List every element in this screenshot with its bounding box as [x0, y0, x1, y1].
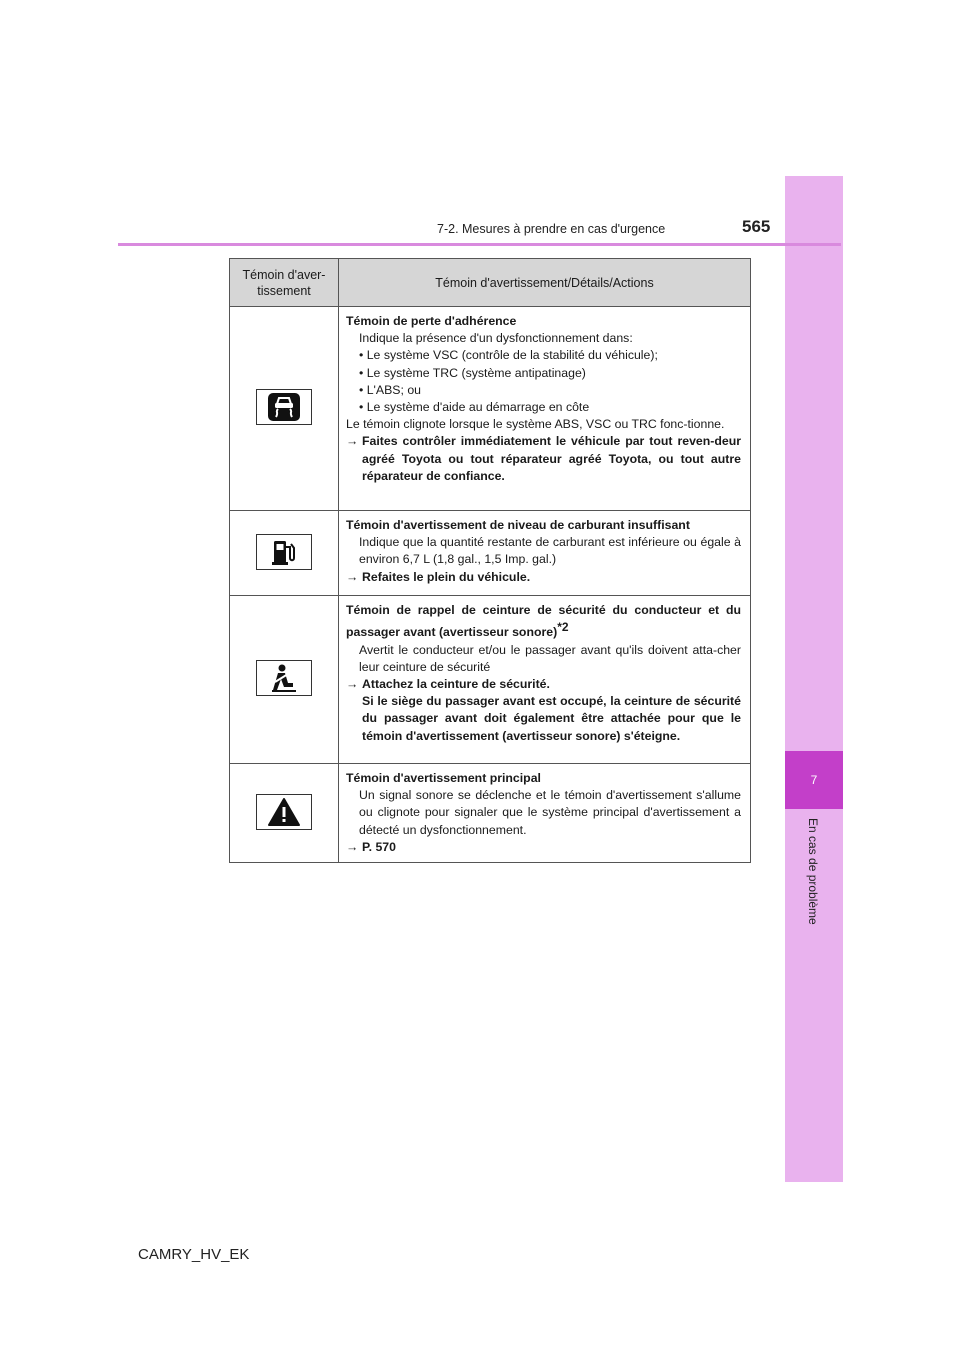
arrow-icon: →	[346, 569, 359, 584]
row-description: Indique que la quantité restante de carburant est inférieure ou égale à environ 6,7 L (1,8 gal., 1,5 Imp. gal.)	[359, 535, 741, 567]
table-row	[230, 307, 751, 511]
row-title: Témoin d'avertissement de niveau de carburant insuffisant	[346, 518, 690, 532]
footnote-marker: *2	[557, 620, 569, 635]
column-header-light: Témoin d'aver-tissement	[230, 259, 339, 307]
row-action: Attachez la ceinture de sécurité.	[362, 676, 550, 691]
column-header-details: Témoin d'avertissement/Détails/Actions	[339, 259, 751, 307]
table-row	[230, 764, 751, 863]
page-number: 565	[742, 217, 771, 236]
row-action: Refaites le plein du véhicule.	[362, 569, 531, 584]
list-item: • L'ABS; ou	[359, 382, 422, 397]
chapter-side-tab	[785, 176, 843, 1182]
row-description: Un signal sonore se déclenche et le témoin d'avertissement s'allume ou clignote pour signaler que le système principal d'avertissement a détecté un dysfonctionnement.	[359, 788, 741, 837]
header-divider	[118, 243, 841, 246]
row-title: Témoin de perte d'adhérence	[346, 314, 517, 328]
list-item: • Le système d'aide au démarrage en côte	[359, 400, 590, 415]
chapter-number: 7	[785, 751, 843, 809]
table-header-row	[230, 259, 751, 307]
chapter-label: En cas de problème	[806, 818, 820, 925]
row-description: Indique la présence d'un dysfonctionnement dans:	[359, 331, 633, 346]
section-title: 7-2. Mesures à prendre en cas d'urgence	[437, 222, 666, 236]
master-warning-icon	[256, 794, 312, 830]
row-action: P. 570	[362, 839, 396, 854]
table-row	[230, 511, 751, 596]
row-title: Témoin d'avertissement principal	[346, 771, 541, 785]
arrow-icon: →	[346, 434, 359, 449]
row-action: Faites contrôler immédiatement le véhicule par tout reven-deur agréé Toyota ou tout réparateur agréé Toyota, ou tout autre réparateur de confiance.	[362, 434, 741, 483]
seatbelt-icon	[256, 660, 312, 696]
arrow-icon: →	[346, 676, 359, 691]
row-action-detail: Si le siège du passager avant est occupé, la ceinture de sécurité du passager avant doit également être attachée pour que le témoin d'avertissement (avertisseur sonore) s'éteigne.	[362, 694, 741, 743]
list-item: • Le système VSC (contrôle de la stabilité du véhicule);	[359, 348, 658, 363]
slip-indicator-icon	[256, 389, 312, 425]
document-code: CAMRY_HV_EK	[138, 1246, 250, 1263]
row-title: Témoin de rappel de ceinture de sécurité du conducteur et du passager avant (avertisseur sonore)	[346, 603, 741, 640]
table-row	[230, 596, 751, 764]
fuel-pump-icon	[256, 534, 312, 570]
row-note: Le témoin clignote lorsque le système ABS, VSC ou TRC fonc-tionne.	[346, 417, 725, 432]
list-item: • Le système TRC (système antipatinage)	[359, 365, 586, 380]
warning-lights-table	[229, 258, 751, 863]
arrow-icon: →	[346, 839, 359, 854]
row-description: Avertit le conducteur et/ou le passager avant qu'ils doivent atta-cher leur ceinture de sécurité	[359, 642, 741, 674]
